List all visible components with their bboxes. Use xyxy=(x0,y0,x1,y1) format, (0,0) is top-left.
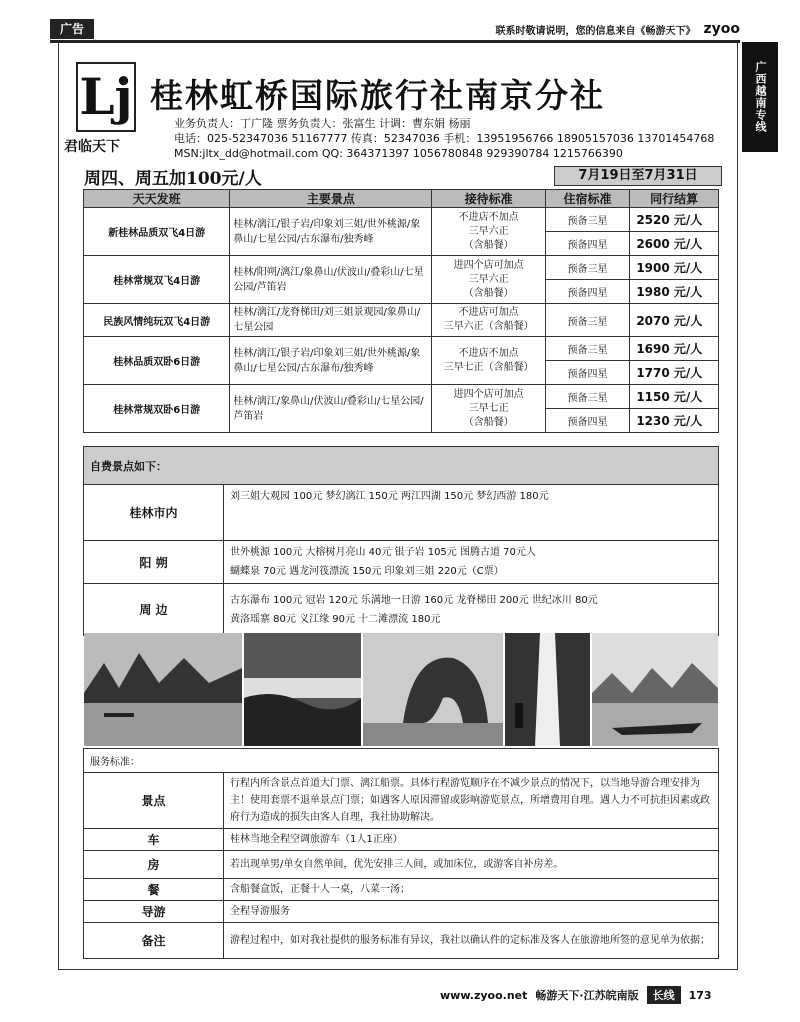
tour-standard xyxy=(432,208,545,256)
optional-category: 桂林市内 xyxy=(84,485,224,541)
table-row xyxy=(84,541,719,584)
agency-logo: Lj xyxy=(76,62,136,132)
optional-prices xyxy=(224,541,719,584)
price: 2600 元/人 xyxy=(630,232,719,256)
contact-line-2: 电话：025-52347036 51167777 传真：52347036 手机：13951956766 18905157036 13701454768 xyxy=(174,132,715,145)
tour-sights: 桂林/漓江/银子岩/印象刘三姐/世外桃源/象鼻山/七星公园/古东瀑布/独秀峰 xyxy=(230,337,432,385)
hotel-level: 预备三星 xyxy=(545,304,630,337)
optional-prices xyxy=(224,485,719,541)
col-header: 同行结算 xyxy=(630,190,719,208)
tour-table xyxy=(83,189,719,433)
table-row xyxy=(84,851,719,879)
table-row xyxy=(84,773,719,829)
tour-sights: 桂林/漓江/银子岩/印象刘三姐/世外桃源/象鼻山/七星公园/古东瀑布/独秀峰 xyxy=(230,208,432,256)
contact-line-1: 业务负责人：丁广隆 票务负责人：张富生 计调：曹东娟 杨丽 xyxy=(174,117,471,130)
hotel-level: 预备三星 xyxy=(545,256,630,280)
price: 1150 元/人 xyxy=(630,385,719,409)
tour-name: 桂林品质双卧6日游 xyxy=(84,337,230,385)
hotel-level: 预备四星 xyxy=(545,280,630,304)
header xyxy=(64,56,734,176)
standard-text: 不进店可加点 三早六正（含船餐） xyxy=(443,307,534,332)
tour-name: 民族风情纯玩双飞4日游 xyxy=(84,304,230,337)
standard-text: 进四个店可加点 三早六正 （含船餐） xyxy=(453,259,524,299)
price-line: 古东瀑布 100元 冠岩 120元 乐满地一日游 160元 龙脊梯田 200元 世纪冰川 80元 xyxy=(230,594,598,606)
hotel-level: 预备四星 xyxy=(545,409,630,433)
page-number: 173 xyxy=(688,988,712,1002)
ad-tag: 广告 xyxy=(50,19,94,39)
table-row xyxy=(84,208,719,232)
col-header: 主要景点 xyxy=(230,190,432,208)
photo-strip xyxy=(84,633,718,746)
service-text: 行程内所含景点首道大门票、漓江船票。具体行程游览顺序在不减少景点的情况下，以当地导游合理安排为主！使用套票不退单景点门票；如遇客人原因滞留或影响游览景点，所增费用自理。遇人力不可抗拒因素或政府行为造成的损失由客人自理，我社协助解决。 xyxy=(224,773,719,829)
table-row xyxy=(84,385,719,409)
tour-sights: 桂林/阳朔/漓江/象鼻山/伏波山/叠彩山/七星公园/芦笛岩 xyxy=(230,256,432,304)
service-heading: 服务标准： xyxy=(84,749,719,773)
price: 2070 元/人 xyxy=(630,304,719,337)
optional-category: 阳 朔 xyxy=(84,541,224,584)
standard-text: 不进店不加点 三早七正（含船餐） xyxy=(443,347,534,373)
col-header: 住宿标准 xyxy=(545,190,630,208)
elephant-hill-photo xyxy=(363,633,503,746)
standard-text: 进四个店可加点 三早七正 （含船餐） xyxy=(453,388,524,428)
footer-magazine: 畅游天下·江苏皖南版 xyxy=(535,989,639,1002)
price: 1900 元/人 xyxy=(630,256,719,280)
tour-standard xyxy=(432,256,545,304)
hotel-level: 预备三星 xyxy=(545,337,630,361)
table-row xyxy=(84,256,719,280)
footer-tag: 长线 xyxy=(647,986,681,1004)
footer-site: www.zyoo.net xyxy=(440,988,528,1002)
price: 1690 元/人 xyxy=(630,337,719,361)
table-row xyxy=(84,829,719,851)
logo-slogan: 君临天下 xyxy=(64,139,120,155)
price: 2520 元/人 xyxy=(630,208,719,232)
price: 1230 元/人 xyxy=(630,409,719,433)
tour-name: 桂林常规双飞4日游 xyxy=(84,256,230,304)
contact-info xyxy=(174,116,714,161)
tour-standard xyxy=(432,337,545,385)
mist-photo xyxy=(244,633,362,746)
tour-name: 新桂林品质双飞4日游 xyxy=(84,208,230,256)
standard-text: 不进店不加点 三早六正 （含船餐） xyxy=(458,211,519,251)
river-photo xyxy=(84,633,242,746)
col-header: 接待标准 xyxy=(432,190,545,208)
table-row xyxy=(84,304,719,337)
waterfall-photo xyxy=(505,633,591,746)
tour-sights: 桂林/漓江/象鼻山/伏波山/叠彩山/七星公园/芦笛岩 xyxy=(230,385,432,433)
magazine-logo: zyoo xyxy=(703,21,740,37)
service-category: 景点 xyxy=(84,773,224,829)
contact-line-3: MSN:jltx_dd@hotmail.com QQ: 364371397 1056780848 929390784 1215766390 xyxy=(174,147,623,160)
optional-heading: 自费景点如下： xyxy=(84,447,719,485)
price-line: 刘三姐大观园 100元 梦幻漓江 150元 两江四湖 150元 梦幻西游 180元 xyxy=(230,491,549,502)
hotel-level: 预备四星 xyxy=(545,232,630,256)
optional-table xyxy=(83,446,719,636)
tour-name: 桂林常规双卧6日游 xyxy=(84,385,230,433)
optional-prices xyxy=(224,584,719,636)
price-line: 蝴蝶泉 70元 遇龙河筏漂流 150元 印象刘三姐 220元（C票） xyxy=(230,566,504,577)
side-tab: 广西越南专线 xyxy=(742,42,778,152)
service-category: 备注 xyxy=(84,923,224,959)
service-text: 游程过程中，如对我社提供的服务标准有异议，我社以确认件的定标准及客人在旅游地所签的意见单为依据； xyxy=(224,923,719,959)
hotel-level: 预备四星 xyxy=(545,361,630,385)
service-text: 含船餐盒饭，正餐十人一桌，八菜一汤； xyxy=(224,879,719,901)
table-row xyxy=(84,584,719,636)
service-category: 导游 xyxy=(84,901,224,923)
service-table xyxy=(83,748,719,959)
table-row xyxy=(84,879,719,901)
boat-photo xyxy=(592,633,718,746)
table-row xyxy=(84,485,719,541)
service-text: 全程导游服务 xyxy=(224,901,719,923)
tour-standard xyxy=(432,385,545,433)
top-bar xyxy=(50,18,740,40)
price: 1980 元/人 xyxy=(630,280,719,304)
hotel-level: 预备三星 xyxy=(545,208,630,232)
price-line: 世外桃源 100元 大榕树月亮山 40元 银子岩 105元 图腾古道 70元人 xyxy=(230,547,536,558)
optional-category: 周 边 xyxy=(84,584,224,636)
agency-title: 桂林虹桥国际旅行社南京分社 xyxy=(150,76,605,115)
table-row xyxy=(84,337,719,361)
footer xyxy=(440,984,740,1006)
service-category: 餐 xyxy=(84,879,224,901)
service-category: 车 xyxy=(84,829,224,851)
contact-note: 联系时敬请说明，您的信息来自《畅游天下》 xyxy=(495,25,696,37)
hotel-level: 预备三星 xyxy=(545,385,630,409)
tour-standard xyxy=(432,304,545,337)
tour-sights: 桂林/漓江/龙脊梯田/刘三姐景观园/象鼻山/七星公园 xyxy=(230,304,432,337)
price: 1770 元/人 xyxy=(630,361,719,385)
table-row xyxy=(84,901,719,923)
price-line: 黄洛瑶寨 80元 义江缘 90元 十二滩漂流 180元 xyxy=(230,613,441,625)
col-header: 天天发班 xyxy=(84,190,230,208)
date-range: 7月19日至7月31日 xyxy=(554,166,722,186)
promo-text: 周四、周五加100元/人 xyxy=(84,169,262,189)
service-category: 房 xyxy=(84,851,224,879)
service-text: 若出现单男/单女自然单间，优先安排三人间，或加床位，或游客自补房差。 xyxy=(224,851,719,879)
service-text: 桂林当地全程空调旅游车（1人1正座） xyxy=(224,829,719,851)
table-row xyxy=(84,923,719,959)
